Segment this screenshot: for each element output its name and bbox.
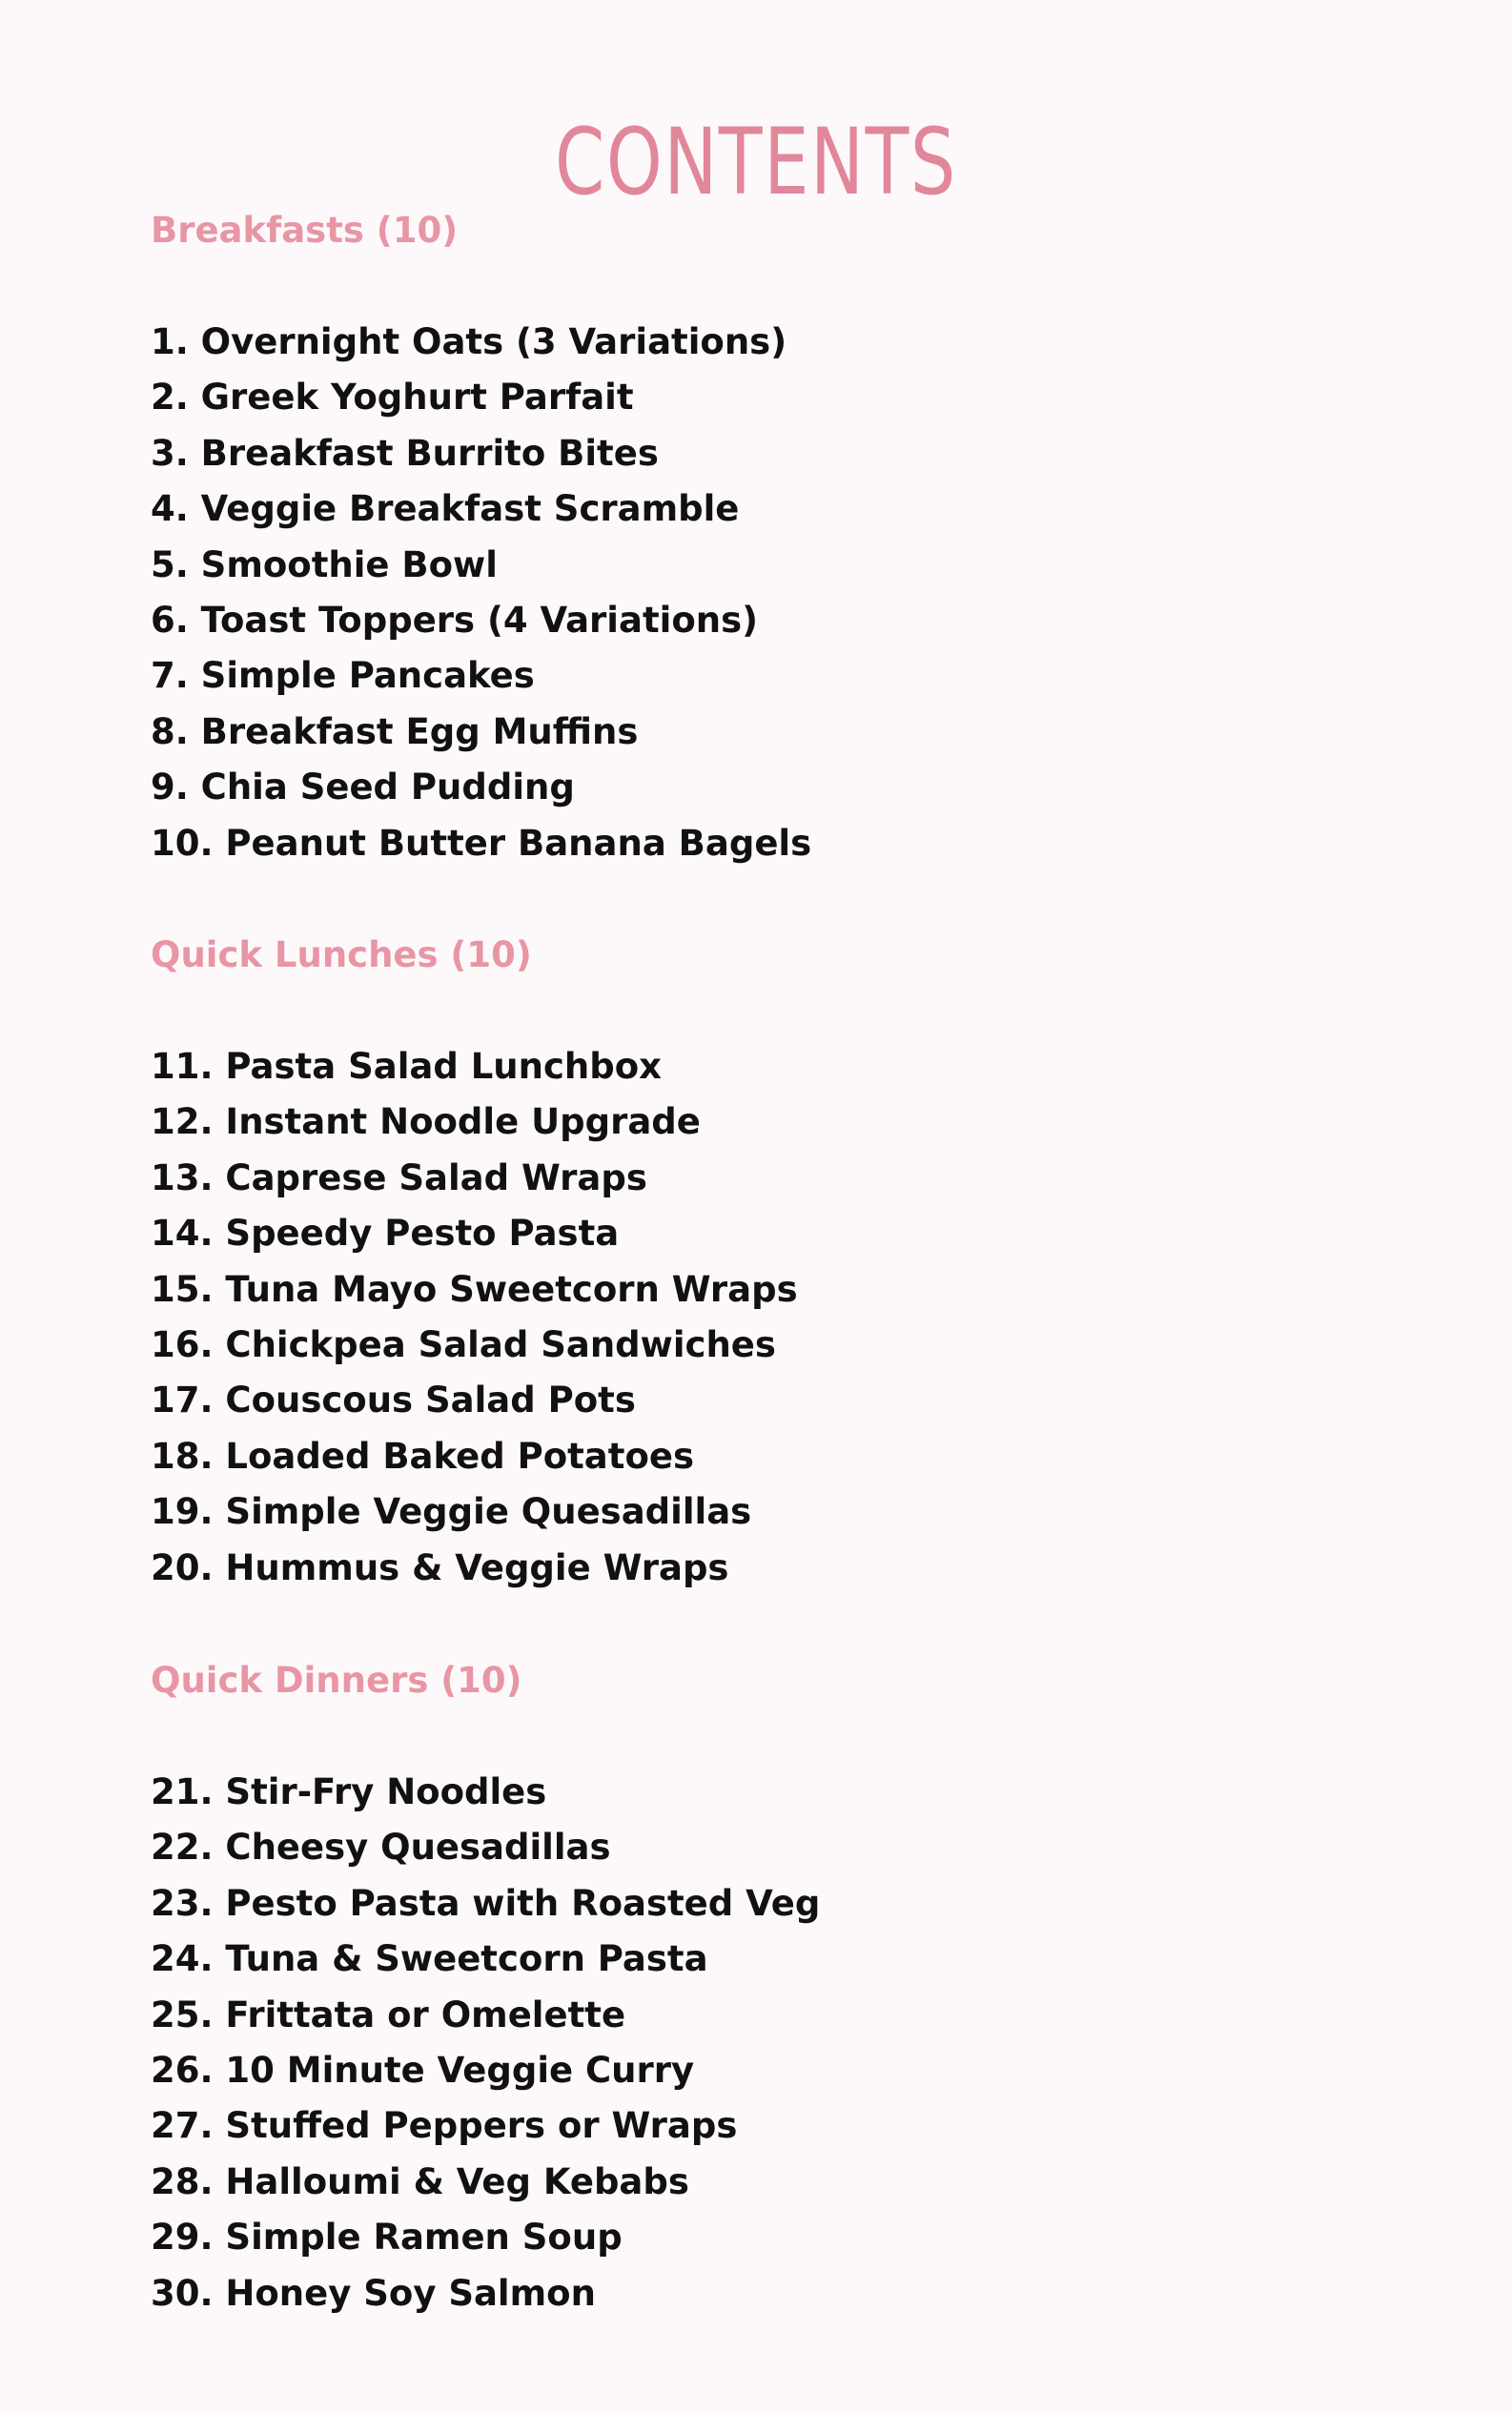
section-heading-breakfasts: Breakfasts (10) [151,210,459,251]
list-item: 28. Halloumi & Veg Kebabs [151,2160,689,2202]
list-item: 11. Pasta Salad Lunchbox [151,1046,663,1087]
list-item: 8. Breakfast Egg Muffins [151,710,639,752]
list-item: 20. Hummus & Veggie Wraps [151,1546,729,1588]
list-item: 22. Cheesy Quesadillas [151,1827,611,1869]
list-item: 16. Chickpea Salad Sandwiches [151,1323,776,1365]
list-item: 21. Stir-Fry Noodles [151,1771,547,1812]
list-item: 4. Veggie Breakfast Scramble [151,488,740,530]
list-item: 23. Pesto Pasta with Roasted Veg [151,1882,821,1924]
list-item: 1. Overnight Oats (3 Variations) [151,321,787,362]
list-item: 2. Greek Yoghurt Parfait [151,377,634,419]
list-item: 30. Honey Soy Salmon [151,2272,596,2314]
quick-lunches-item-list [151,1039,798,1596]
list-item: 24. Tuna & Sweetcorn Pasta [151,1938,708,1980]
list-item: 14. Speedy Pesto Pasta [151,1213,620,1255]
breakfasts-item-list [151,315,811,871]
list-item: 9. Chia Seed Pudding [151,767,575,808]
list-item: 7. Simple Pancakes [151,655,535,697]
list-item: 5. Smoothie Bowl [151,543,498,585]
list-item: 6. Toast Toppers (4 Variations) [151,599,759,641]
list-item: 19. Simple Veggie Quesadillas [151,1491,752,1533]
list-item: 10. Peanut Butter Banana Bagels [151,822,812,864]
list-item: 3. Breakfast Burrito Bites [151,432,659,474]
page-title: CONTENTS [554,109,958,216]
section-heading-quick-dinners: Quick Dinners (10) [151,1660,522,1701]
section-heading-quick-lunches: Quick Lunches (10) [151,934,532,975]
list-item: 26. 10 Minute Veggie Curry [151,2049,695,2091]
list-item: 25. Frittata or Omelette [151,1994,626,2035]
list-item: 15. Tuna Mayo Sweetcorn Wraps [151,1268,798,1310]
list-item: 17. Couscous Salad Pots [151,1380,636,1421]
list-item: 13. Caprese Salad Wraps [151,1156,647,1198]
list-item: 18. Loaded Baked Potatoes [151,1435,694,1477]
list-item: 29. Simple Ramen Soup [151,2217,623,2259]
list-item: 27. Stuffed Peppers or Wraps [151,2105,738,2147]
quick-dinners-item-list [151,1765,820,2321]
list-item: 12. Instant Noodle Upgrade [151,1101,701,1143]
